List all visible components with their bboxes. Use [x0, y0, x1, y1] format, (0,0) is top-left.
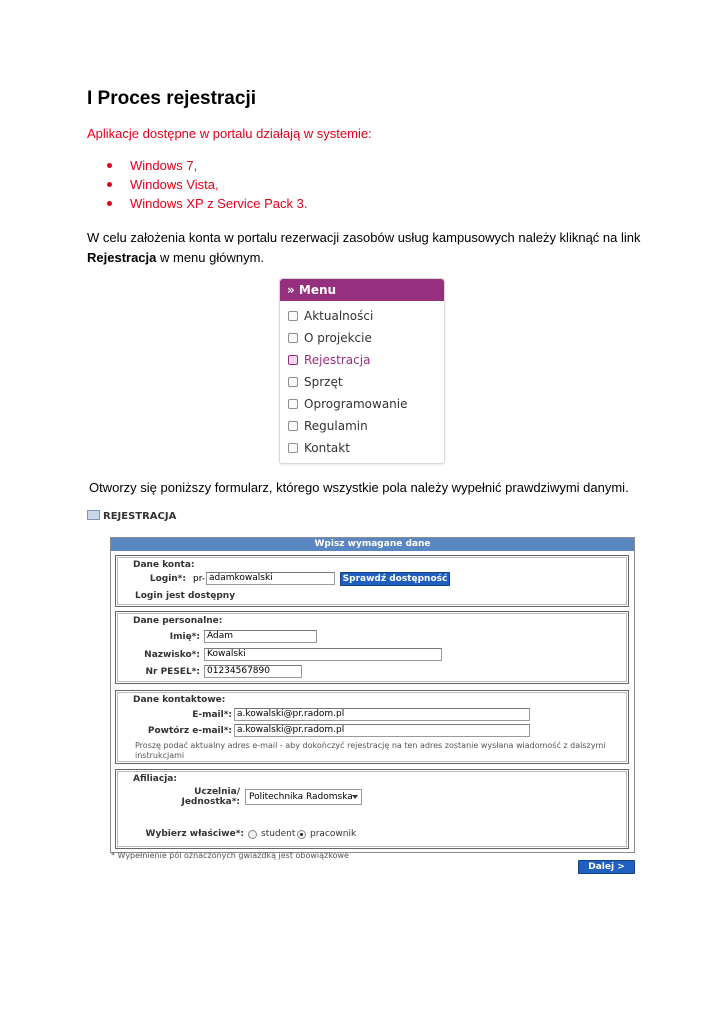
email-note-line: instrukcjami: [135, 751, 185, 760]
check-availability-button[interactable]: Sprawdź dostępność: [340, 572, 450, 586]
registration-form: [110, 537, 635, 853]
email-repeat-label: Powtórz e-mail*:: [147, 726, 232, 736]
pesel-label: Nr PESEL*:: [145, 667, 200, 677]
form-intro-paragraph: Otworzy się poniższy formularz, którego wszystkie pola należy wypełnić prawdziwymi danymi.: [89, 480, 629, 495]
menu-item-label: O projekcie: [304, 331, 372, 345]
id-card-icon: [87, 510, 100, 520]
checkbox-icon: [288, 443, 298, 453]
os-list: [100, 157, 308, 214]
employee-radio-label: pracownik: [310, 829, 357, 839]
checkbox-icon: [288, 421, 298, 431]
list-item: [100, 176, 308, 195]
university-label-line: Uczelnia/: [194, 787, 240, 797]
next-button[interactable]: Dalej >: [578, 860, 635, 874]
student-radio[interactable]: [248, 830, 257, 839]
intro-text: Aplikacje dostępne w portalu działają w systemie:: [87, 126, 372, 141]
email-note-line: Proszę podać aktualny adres e-mail - aby dokończyć rejestrację na ten adres zostanie wysłana wiadomość z dalszymi: [135, 741, 606, 750]
menu-item-label: Oprogramowanie: [304, 397, 408, 411]
required-fields-note: * Wypełnienie pól oznaczonych gwiazdką jest obowiązkowe: [111, 851, 349, 860]
email-input[interactable]: a.kowalski@pr.radom.pl: [234, 708, 530, 721]
menu-item-label: Rejestracja: [304, 353, 371, 367]
contact-fieldset: [115, 690, 629, 764]
checkbox-icon: [288, 399, 298, 409]
bullet-icon: [107, 182, 112, 187]
last-name-label: Nazwisko*:: [144, 650, 200, 660]
menu-item-kontakt[interactable]: [288, 439, 350, 457]
page-heading: I Proces rejestracji: [87, 88, 256, 109]
menu-item-label: Aktualności: [304, 309, 374, 323]
pesel-input[interactable]: 01234567890: [204, 665, 302, 678]
personal-fieldset: [115, 611, 629, 684]
checkbox-icon: [288, 355, 298, 365]
os-item-label: Windows 7,: [130, 158, 198, 173]
personal-legend: Dane personalne:: [133, 616, 223, 626]
menu-title: » Menu: [280, 279, 444, 301]
registration-link-word: Rejestracja: [87, 250, 157, 265]
university-select[interactable]: [245, 789, 362, 805]
os-item-label: Windows Vista,: [130, 177, 219, 192]
menu-item-label: Sprzęt: [304, 375, 343, 389]
registration-title: [87, 511, 176, 522]
affiliation-legend: Afiliacja:: [133, 774, 177, 784]
university-label-line: Jednostka*:: [181, 797, 240, 807]
account-legend: Dane konta:: [133, 560, 195, 570]
paragraph-text: W celu założenia konta w portalu rezerwacji zasobów usług kampusowych należy kliknąć na link: [87, 230, 641, 245]
bullet-icon: [107, 163, 112, 168]
email-label: E-mail*:: [192, 710, 232, 720]
instructions-paragraph: [87, 228, 647, 268]
login-input[interactable]: adamkowalski: [206, 572, 335, 585]
list-item: [100, 195, 308, 214]
chevron-down-icon: [352, 795, 358, 799]
paragraph-text-end: w menu głównym.: [156, 250, 265, 265]
main-menu: [279, 278, 445, 464]
menu-item-aktualnosci[interactable]: [288, 307, 373, 325]
login-label: Login*:: [149, 574, 186, 584]
os-item-label: Windows XP z Service Pack 3.: [130, 196, 308, 211]
menu-item-regulamin[interactable]: [288, 417, 368, 435]
registration-title-text: REJESTRACJA: [103, 511, 177, 522]
menu-item-label: Regulamin: [304, 419, 368, 433]
menu-item-oprogramowanie[interactable]: [288, 395, 408, 413]
bullet-icon: [107, 201, 112, 206]
employee-radio[interactable]: [297, 830, 306, 839]
checkbox-icon: [288, 333, 298, 343]
email-repeat-input[interactable]: a.kowalski@pr.radom.pl: [234, 724, 530, 737]
first-name-input[interactable]: Adam: [204, 630, 317, 643]
university-select-value: Politechnika Radomska: [249, 792, 353, 802]
menu-item-o-projekcie[interactable]: [288, 329, 372, 347]
login-prefix: pr-: [193, 574, 206, 584]
login-status: Login jest dostępny: [135, 591, 236, 601]
choose-label: Wybierz właściwe*:: [145, 829, 244, 839]
menu-item-sprzet[interactable]: [288, 373, 343, 391]
university-label: [156, 787, 240, 807]
first-name-label: Imię*:: [169, 632, 200, 642]
list-item: [100, 157, 308, 176]
contact-legend: Dane kontaktowe:: [133, 695, 226, 705]
checkbox-icon: [288, 377, 298, 387]
menu-item-label: Kontakt: [304, 441, 350, 455]
checkbox-icon: [288, 311, 298, 321]
student-radio-label: student: [261, 829, 296, 839]
form-header: Wpisz wymagane dane: [111, 538, 634, 551]
account-fieldset: [115, 555, 629, 607]
affiliation-fieldset: [115, 769, 629, 849]
email-note: [135, 741, 625, 761]
last-name-input[interactable]: Kowalski: [204, 648, 442, 661]
menu-item-rejestracja[interactable]: [288, 351, 370, 369]
